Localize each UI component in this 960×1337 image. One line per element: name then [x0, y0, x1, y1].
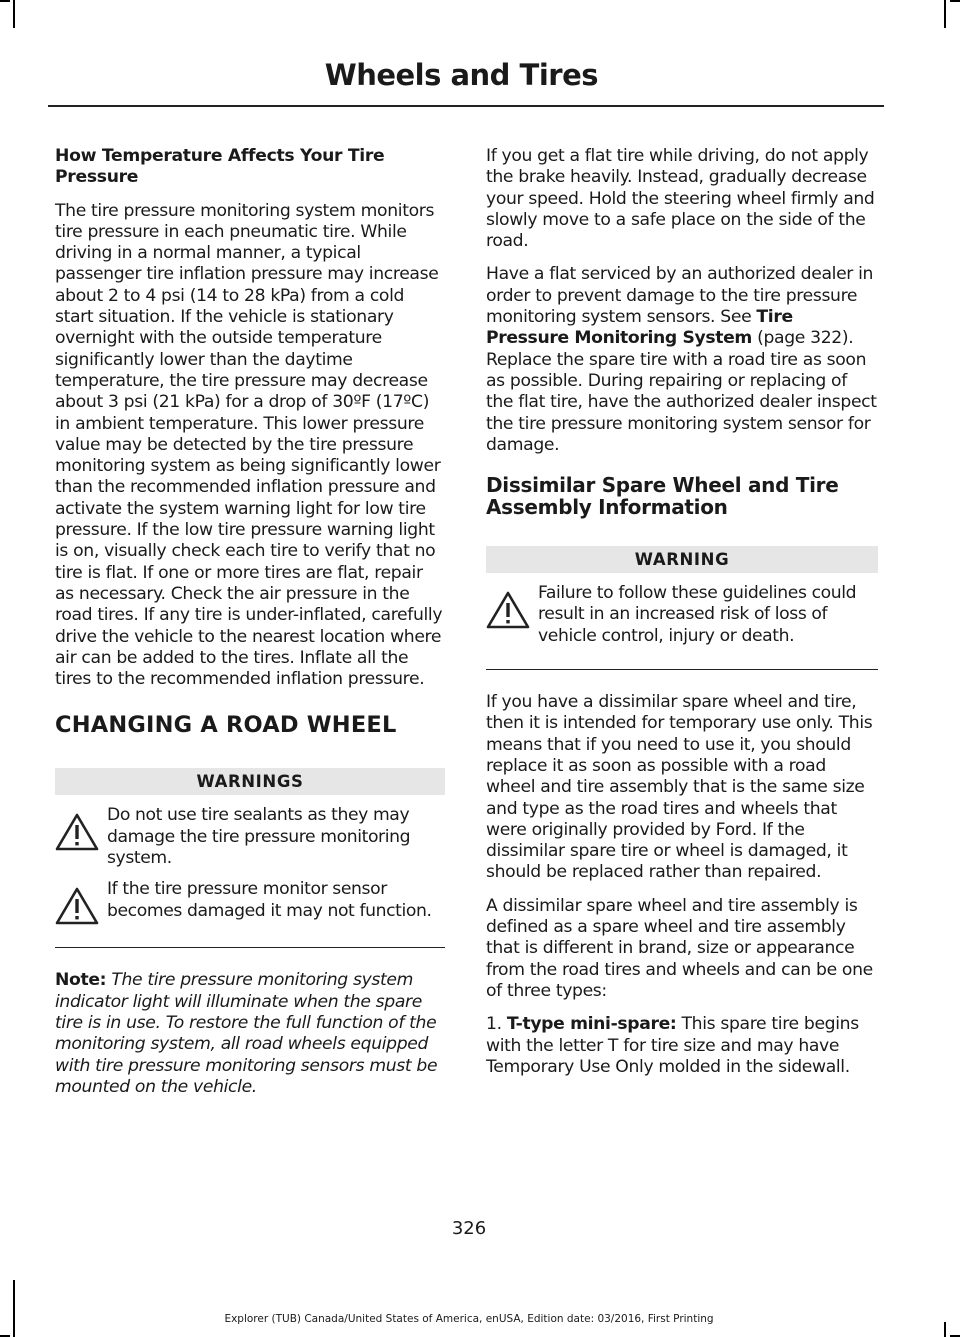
edition-footer: Explorer (TUB) Canada/United States of America, enUSA, Edition date: 03/2016, First Printing [224, 1313, 714, 1325]
warning-box [486, 546, 878, 670]
note-label: Note: [55, 970, 107, 991]
service-text-start: Have a flat serviced by an authorized dealer in order to prevent damage to the tire pressure monitoring system sensors. See [486, 264, 874, 328]
temperature-paragraph: The tire pressure monitoring system monitors tire pressure in each pneumatic tire. While driving in a normal manner, a typical passenger tire inflation pressure may increase about 2 to 4 psi (14 to 28 kPa) from a cold start situation. If the vehicle is stationary overnight with the outside temperature significantly lower than the daytime temperature, the tire pressure may decrease about 3 psi (21 kPa) for a drop of 30ºF (17ºC) in ambient temperature. This lower pressure value may be detected by the tire pressure monitoring system as being significantly lower than the recommended inflation pressure and activate the system warning light for low tire pressure. If the low tire pressure warning light is on, visually check each tire to verify that no tire is flat. If one or more tires are flat, repair as necessary. Check the air pressure in the road tires. If any tire is under-inflated, carefully drive the vehicle to the nearest location where air can be added to the tires. Inflate all the tires to the recommended inflation pressure. [55, 200, 443, 690]
temperature-heading: How Temperature Affects Your Tire Pressure [55, 146, 385, 188]
list-item-label: T-type mini-spare: [506, 1014, 677, 1035]
page-title: Wheels and Tires [324, 58, 598, 92]
list-item [486, 1014, 878, 1078]
header-divider [48, 105, 884, 107]
cross-reference-link[interactable]: Tire Pressure Monitoring System [486, 307, 793, 349]
page-number: 326 [451, 1218, 487, 1239]
definition-paragraph: A dissimilar spare wheel and tire assembly is defined as a spare wheel and tire assembly that is different in brand, size or appearance from the road tires and wheels and can be one of three types: [486, 895, 873, 1001]
service-paragraph [486, 264, 878, 456]
dissimilar-paragraph: If you have a dissimilar spare wheel and tire, then it is intended for temporary use only. This means that if you need to use it, you should replace it as soon as possible with a road wheel and tire assembly that is the same size and type as the road tires and wheels that were originally provided by Ford. If the dissimilar spare tire or wheel is damaged, it should be replaced rather than repaired. [486, 692, 873, 883]
crop-mark [0, 0, 10, 2]
crop-mark [944, 0, 946, 28]
section-heading: CHANGING A ROAD WHEEL [55, 712, 397, 739]
crop-mark [13, 1280, 15, 1337]
list-number: 1. [486, 1014, 502, 1035]
warnings-label: WARNINGS [55, 768, 445, 795]
right-column [486, 146, 878, 1090]
warning-triangle-icon [55, 813, 99, 851]
crop-mark [13, 0, 15, 28]
warning-text: Do not use tire sealants as they may damage the tire pressure monitoring system. [107, 805, 411, 869]
warning-item [55, 879, 445, 925]
note-paragraph [55, 970, 445, 1098]
left-column [55, 146, 445, 1110]
note-text: The tire pressure monitoring system indicator light will illuminate when the spare tire is in use. To restore the full function of the monitoring system, all road wheels equipped with tire pressure monitoring sensors must be mounted on the vehicle. [55, 970, 438, 1097]
service-text-end: (page 322). Replace the spare tire with a road tire as soon as possible. During repairing or replacing of the flat tire, have the authorized dealer inspect the tire pressure monitoring system sensor for damage. [486, 328, 877, 455]
warning-text: If the tire pressure monitor sensor becomes damaged it may not function. [107, 879, 432, 921]
crop-mark [950, 0, 960, 2]
warning-label: WARNING [486, 546, 878, 573]
crop-mark [944, 1322, 946, 1337]
list-item-text: This spare tire begins with the letter T for tire size and may have Temporary Use Only molded in the sidewall. [486, 1014, 859, 1077]
flat-tire-paragraph: If you get a flat tire while driving, do not apply the brake heavily. Instead, gradually decrease your speed. Hold the steering wheel firmly and slowly move to a safe place on the side of the road. [486, 146, 875, 252]
warning-item [55, 805, 445, 869]
warning-triangle-icon [55, 887, 99, 925]
warning-text: Failure to follow these guidelines could result in an increased risk of loss of vehicle control, injury or death. [538, 583, 857, 646]
warning-triangle-icon [486, 591, 530, 629]
warning-item [486, 583, 878, 647]
warnings-box [55, 768, 445, 948]
dissimilar-heading: Dissimilar Spare Wheel and Tire Assembly Information [486, 473, 839, 520]
